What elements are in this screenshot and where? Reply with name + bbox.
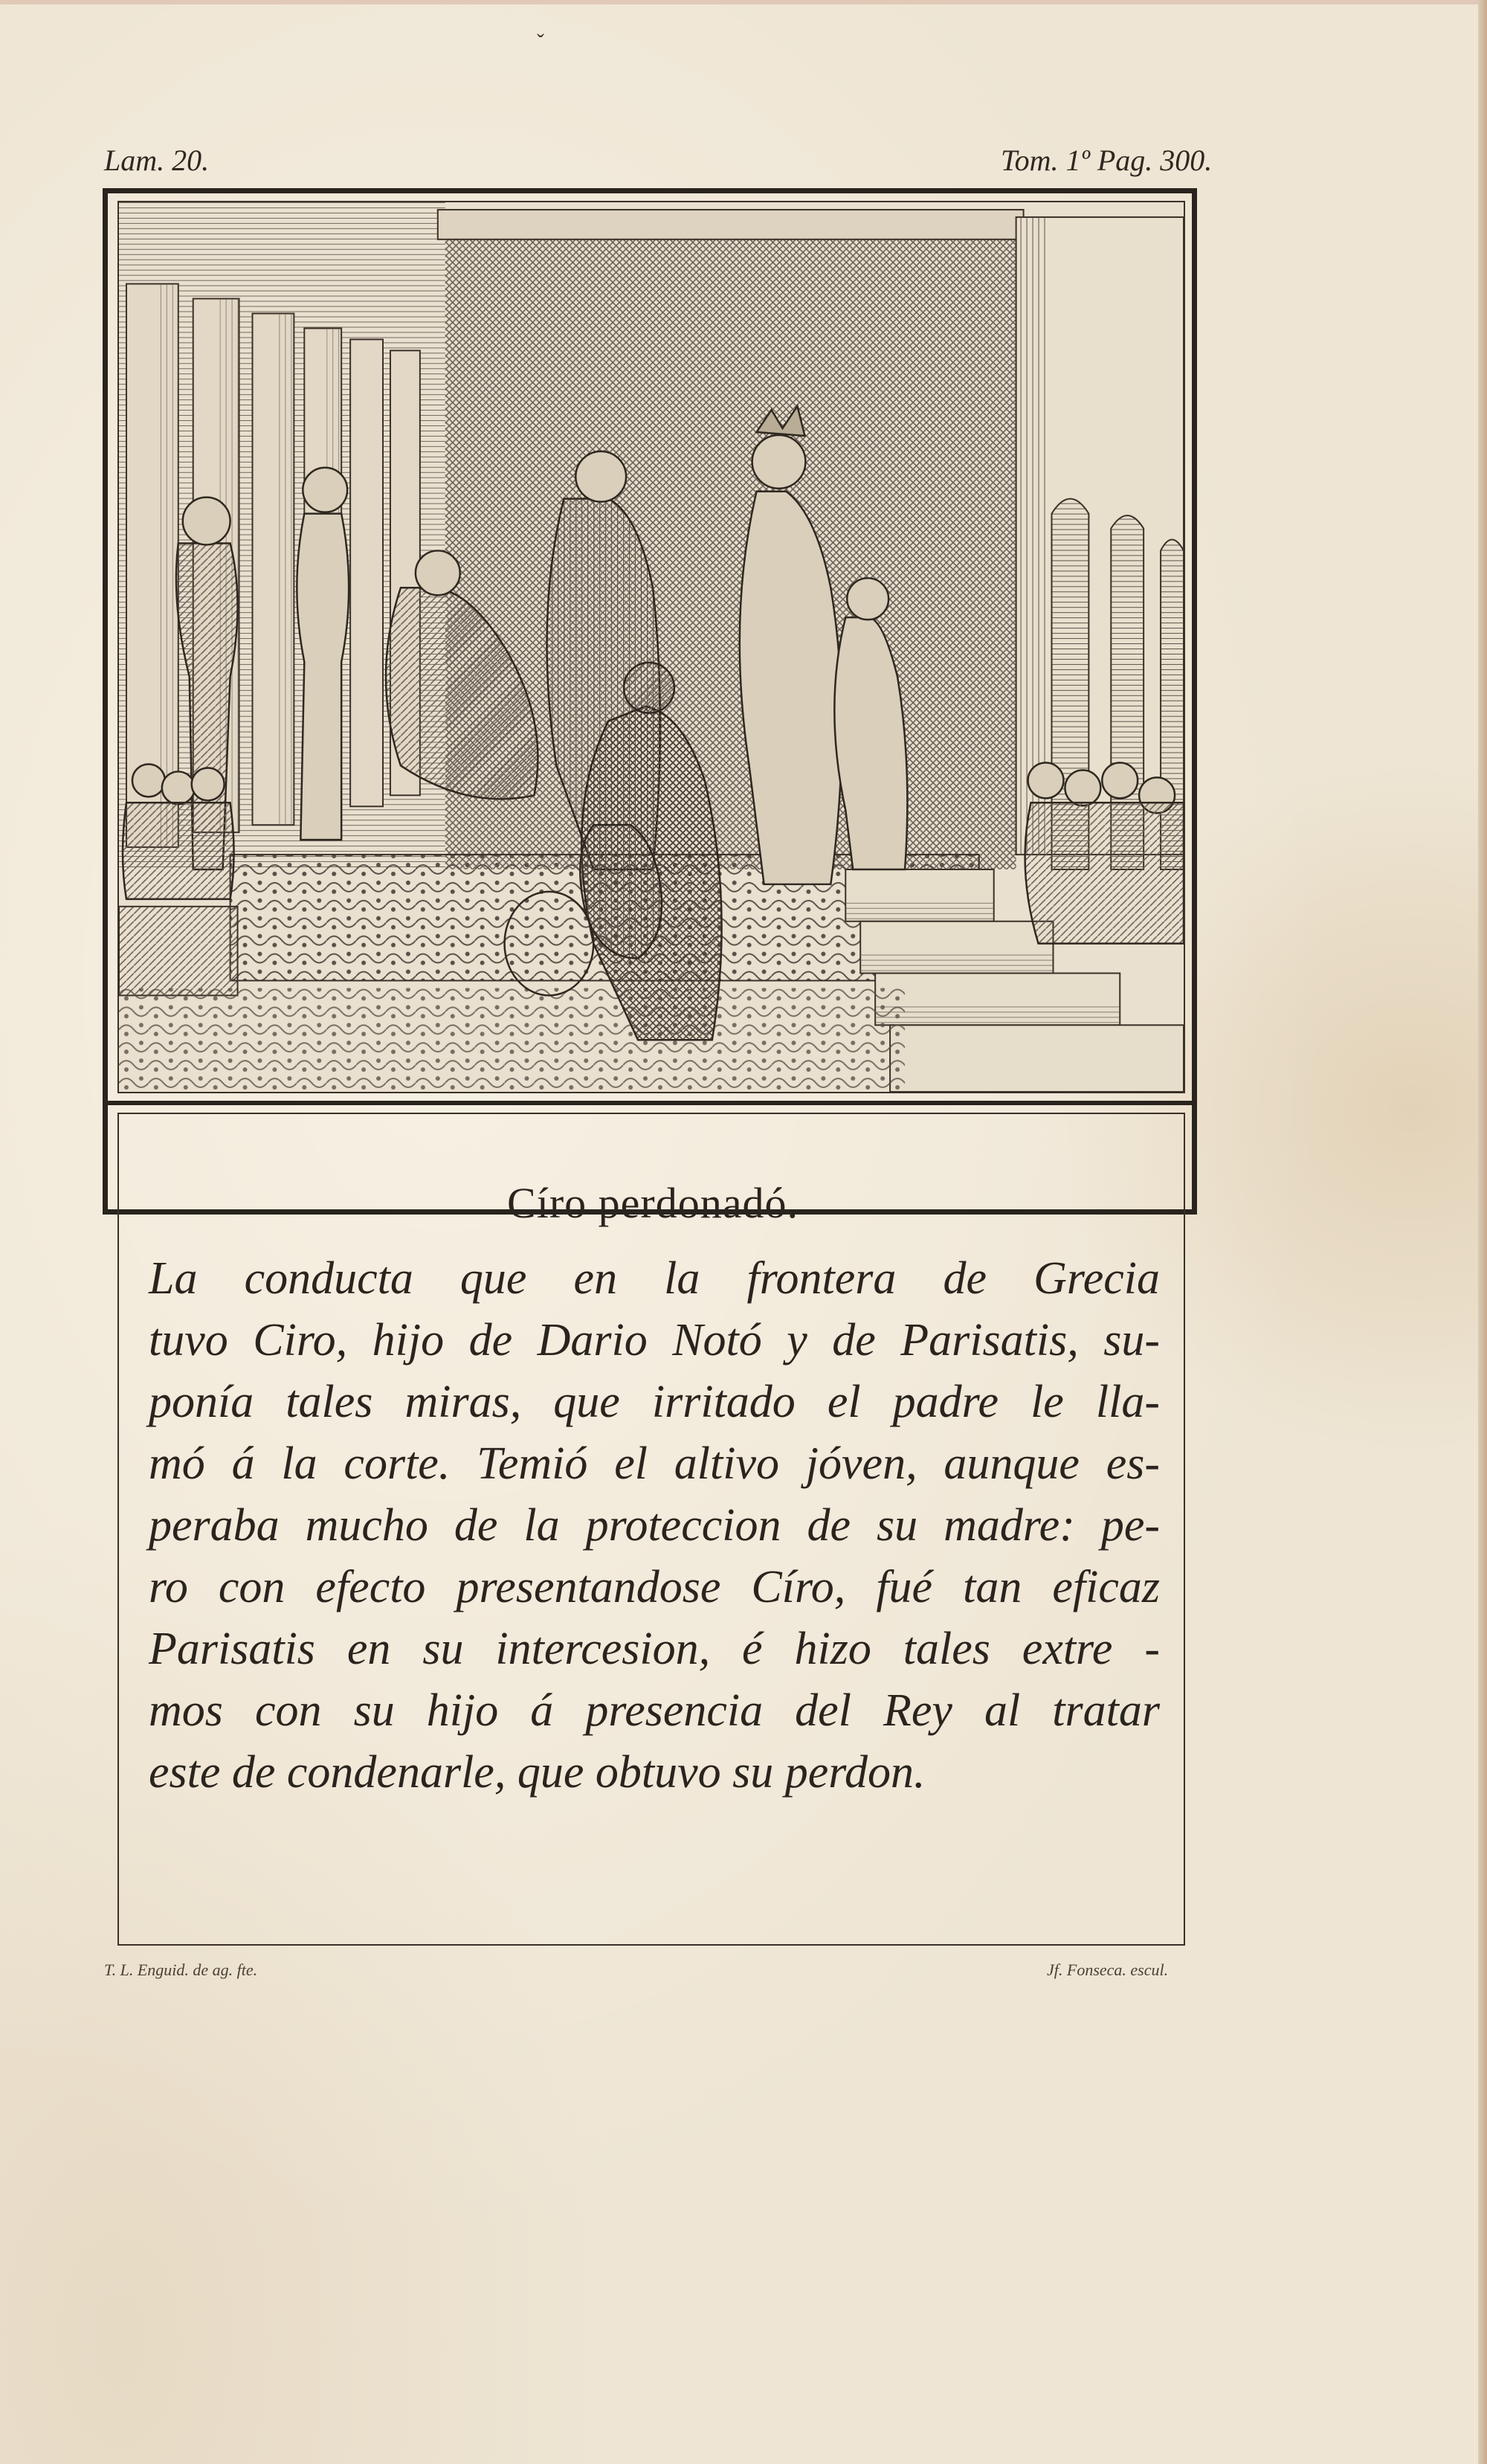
plate-divider: [108, 1101, 1193, 1105]
caption-line: Parisatis en su intercesion, é hizo tales extre -: [149, 1624, 1160, 1674]
caption-line: mos con su hijo á presencia del Rey al tratar: [149, 1685, 1160, 1736]
paper-right-edge: [1478, 0, 1487, 2464]
plate-number: Lam. 20.: [104, 144, 210, 177]
engraver-credit: Jf. Fonseca. escul.: [1047, 1960, 1169, 1979]
caption-panel: [117, 1113, 1185, 1946]
caption-line: La conducta que en la frontera de Grecia: [149, 1253, 1160, 1304]
engraving-illustration: [119, 202, 1184, 1092]
caption-line: tuvo Ciro, hijo de Dario Notó y de Parisatis, su-: [149, 1315, 1160, 1366]
caption-title: Círo perdonadó.: [507, 1179, 799, 1227]
engraving-panel: [117, 201, 1185, 1093]
caption-line: peraba mucho de la proteccion de su madre: pe-: [149, 1500, 1160, 1551]
artist-credit: T. L. Enguid. de ag. fte.: [104, 1960, 258, 1979]
paper-top-edge: [0, 0, 1487, 4]
caption-line: este de condenarle, que obtuvo su perdon.: [149, 1747, 926, 1798]
volume-page-reference: Tom. 1º Pag. 300.: [1001, 144, 1213, 177]
caption-line: ponía tales miras, que irritado el padre le lla-: [149, 1377, 1160, 1427]
caption-line: mó á la corte. Temió el altivo jóven, aunque es-: [149, 1438, 1160, 1489]
caption-line: ro con efecto presentandose Círo, fué tan eficaz: [149, 1562, 1160, 1612]
caption-body: [149, 1248, 1160, 1804]
printer-mark: ˇ: [537, 30, 544, 54]
